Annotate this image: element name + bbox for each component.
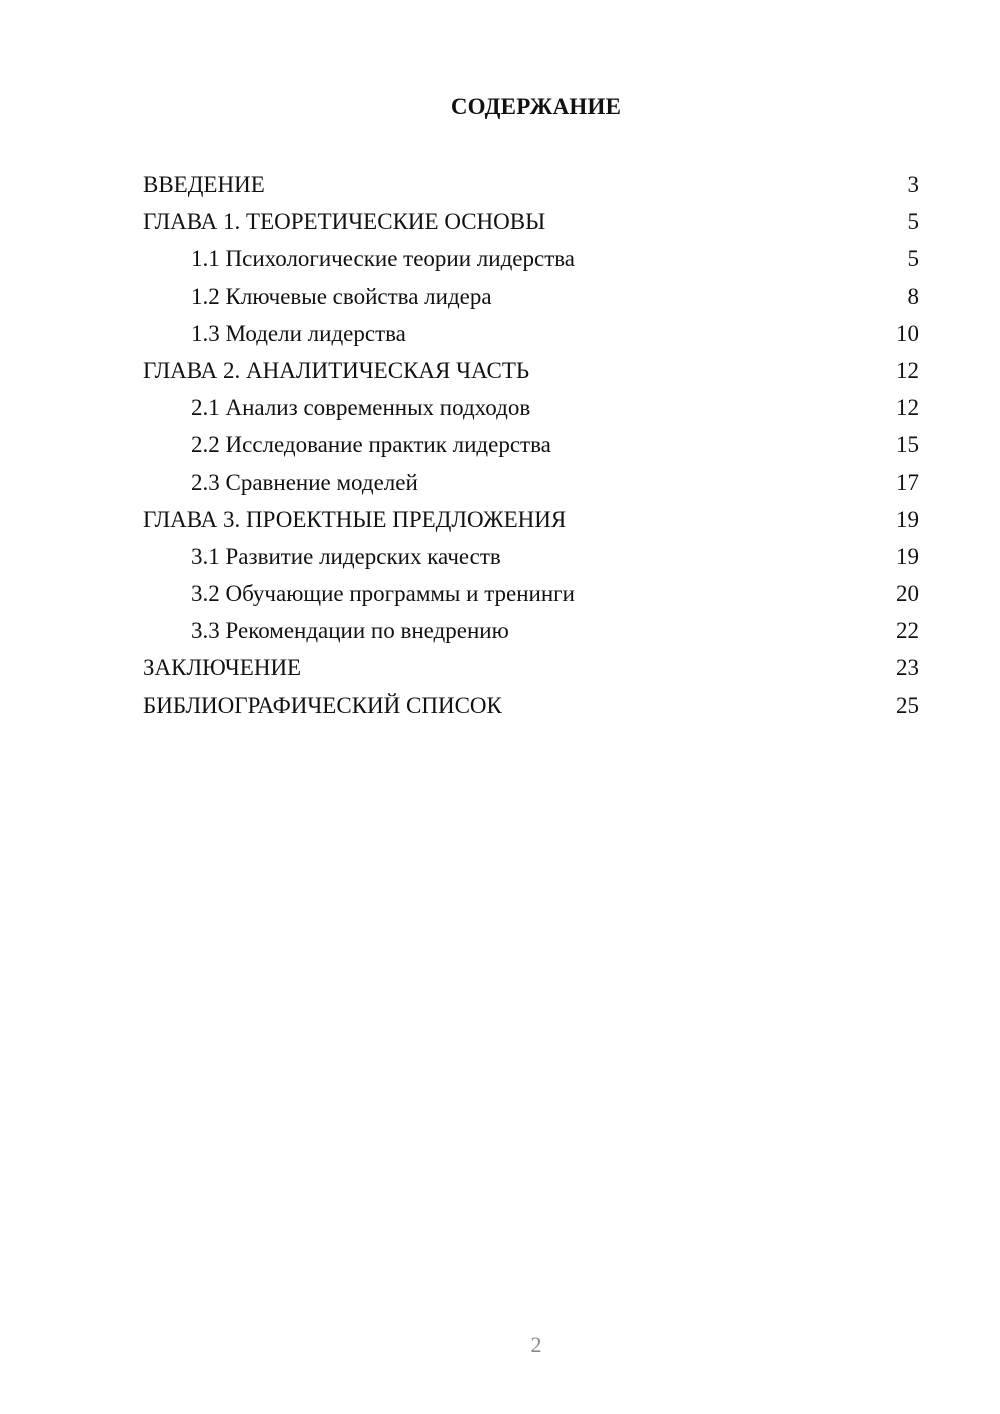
- toc-entry-page: 3: [907, 172, 919, 197]
- toc-entry-label: БИБЛИОГРАФИЧЕСКИЙ СПИСОК: [143, 692, 502, 718]
- toc-entry-page: 5: [907, 209, 919, 235]
- toc-entry-page: 5: [907, 246, 919, 272]
- toc-entry-label: 2.1 Анализ современных подходов: [191, 395, 531, 421]
- toc-entry-label: 3.3 Рекомендации по внедрению: [191, 618, 509, 644]
- toc-entry-page: 25: [896, 692, 919, 718]
- toc-entry-page: 12: [896, 357, 919, 383]
- toc-entry-label: ЗАКЛЮЧЕНИЕ: [143, 655, 302, 681]
- toc-entry-label: 1.1 Психологические теории лидерства: [191, 246, 576, 272]
- toc-entry: [143, 240, 919, 277]
- toc-entry: [143, 649, 919, 686]
- toc-entry: [143, 203, 919, 240]
- toc-entry: [143, 389, 919, 426]
- toc-entry: [143, 315, 919, 352]
- toc-entry-label: ГЛАВА 3. ПРОЕКТНЫЕ ПРЕДЛОЖЕНИЯ: [143, 506, 567, 532]
- toc-entry-label: 2.2 Исследование практик лидерства: [191, 432, 551, 458]
- toc-entry: [143, 166, 919, 203]
- toc-entry-label: 2.3 Сравнение моделей: [191, 469, 418, 495]
- toc-entry-label: ГЛАВА 1. ТЕОРЕТИЧЕСКИЕ ОСНОВЫ: [143, 209, 546, 235]
- toc-entry: [143, 687, 919, 724]
- toc-entry-page: 17: [896, 469, 919, 495]
- toc-entry-label: ГЛАВА 2. АНАЛИТИЧЕСКАЯ ЧАСТЬ: [143, 357, 530, 383]
- toc-entry-label: 1.3 Модели лидерства: [191, 320, 406, 346]
- toc-entry: [143, 501, 919, 538]
- toc-title: СОДЕРЖАНИЕ: [450, 94, 622, 119]
- toc-entry: [143, 464, 919, 501]
- toc-entry-label: 3.1 Развитие лидерских качеств: [191, 543, 501, 569]
- toc-entry-page: 10: [896, 320, 919, 346]
- toc-entry-page: 12: [896, 395, 919, 421]
- toc-entry-page: 19: [896, 506, 919, 532]
- toc-entry-page: 20: [896, 581, 919, 607]
- toc-entry-page: 22: [896, 618, 919, 644]
- toc-entry: [143, 426, 919, 463]
- toc-entry: [143, 612, 919, 649]
- toc-entry-page: 15: [896, 432, 919, 458]
- toc-entry-page: 19: [896, 543, 919, 569]
- toc-entry-label: ВВЕДЕНИЕ: [143, 172, 265, 197]
- toc-entry: [143, 575, 919, 612]
- toc-entry: [143, 538, 919, 575]
- toc-entry-page: 8: [907, 283, 919, 309]
- toc-entry-page: 23: [896, 655, 919, 681]
- toc-entry-label: 1.2 Ключевые свойства лидера: [191, 283, 492, 309]
- toc-entry-label: 3.2 Обучающие программы и тренинги: [191, 581, 575, 607]
- toc-entry: [143, 352, 919, 389]
- toc-entry: [143, 278, 919, 315]
- page-number: 2: [530, 1332, 542, 1357]
- table-of-contents: [143, 166, 919, 724]
